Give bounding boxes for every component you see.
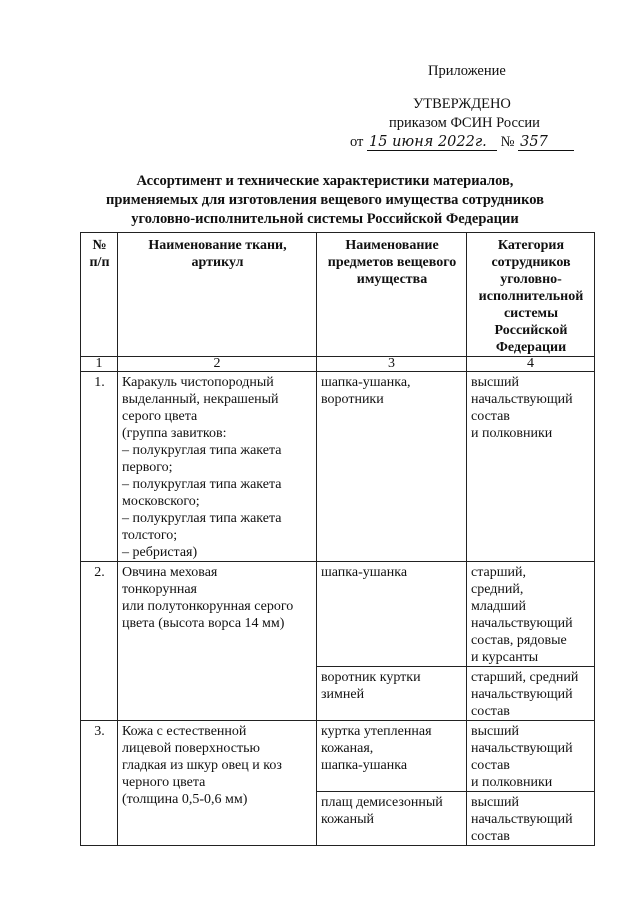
fabric-text: серого цвета [122, 409, 198, 424]
title-line: Ассортимент и технические характеристики материалов, [136, 173, 514, 189]
header-text: Наименование [345, 238, 439, 253]
fabric-text: гладкая из шкур овец и коз [122, 758, 282, 773]
col-header-fabric [118, 233, 317, 357]
header-text: предметов вещевого [327, 255, 457, 270]
fabric-cell [118, 562, 317, 721]
fabric-text: Овчина меховая [122, 565, 218, 580]
category-cell [467, 721, 595, 792]
fabric-text: Каракуль чистопородный [122, 375, 274, 390]
materials-table [80, 232, 595, 846]
category-text: состав [471, 409, 510, 424]
category-text: младший [471, 599, 526, 614]
fabric-cell [118, 372, 317, 562]
item-cell [317, 372, 467, 562]
header-text: Федерации [495, 340, 567, 355]
category-cell [467, 372, 595, 562]
item-text: кожаный [321, 812, 375, 827]
column-index: 4 [467, 357, 595, 372]
item-text: плащ демисезонный [321, 795, 443, 810]
header-text: № [92, 238, 107, 253]
column-index: 2 [118, 357, 317, 372]
header-text: Наименование ткани, [148, 238, 287, 253]
fabric-text: или полутонкорунная серого [122, 599, 294, 614]
category-text: средний, [471, 582, 524, 597]
fabric-text: Кожа с естественной [122, 724, 247, 739]
fabric-text: тонкорунная [122, 582, 197, 597]
header-text: имущества [356, 272, 428, 287]
header-text: исполнительной [478, 289, 584, 304]
category-text: высший [471, 795, 519, 810]
item-cell [317, 792, 467, 846]
header-text: Категория [497, 238, 565, 253]
item-cell [317, 667, 467, 721]
category-text: начальствующий [471, 812, 573, 827]
column-index: 3 [317, 357, 467, 372]
fabric-text: выделанный, некрашеный [122, 392, 279, 407]
category-text: состав [471, 704, 510, 719]
category-text: состав, рядовые [471, 633, 567, 648]
category-text: начальствующий [471, 616, 573, 631]
category-text: старший, [471, 565, 526, 580]
fabric-text: (толщина 0,5-0,6 мм) [122, 792, 248, 807]
category-text: высший [471, 375, 519, 390]
approved-label: УТВЕРЖДЕНО [413, 96, 511, 112]
number-label: № [500, 134, 515, 150]
item-cell [317, 721, 467, 792]
order-label: приказом ФСИН России [389, 115, 540, 131]
materials-table-body [81, 233, 595, 846]
fabric-text: (группа завитков: [122, 426, 227, 441]
table-row [81, 372, 595, 562]
item-cell [317, 562, 467, 667]
item-text: зимней [321, 687, 365, 702]
table-row [81, 721, 595, 792]
item-text: воротник куртки [321, 670, 421, 685]
category-text: высший [471, 724, 519, 739]
column-index: 1 [81, 357, 118, 372]
table-index-row [81, 357, 595, 372]
item-text: шапка-ушанка [321, 565, 408, 580]
fabric-text: лицевой поверхностью [122, 741, 260, 756]
row-number: 1. [81, 372, 118, 562]
item-text: куртка утепленная [321, 724, 432, 739]
header-text: сотрудников [491, 255, 571, 270]
col-header-category [467, 233, 595, 357]
row-number: 3. [81, 721, 118, 846]
fabric-text: – полукруглая типа жакета [122, 443, 282, 458]
category-text: начальствующий [471, 741, 573, 756]
category-text: и полковники [471, 775, 553, 790]
fabric-cell [118, 721, 317, 846]
header-text: артикул [191, 255, 244, 270]
category-text: состав [471, 758, 510, 773]
header-text: Российской [494, 323, 568, 338]
fabric-text: – ребристая) [122, 545, 198, 560]
fabric-text: цвета (высота ворса 14 мм) [122, 616, 285, 631]
fabric-text: черного цвета [122, 775, 206, 790]
row-number: 2. [81, 562, 118, 721]
fabric-text: первого; [122, 460, 173, 475]
item-text: шапка-ушанка, [321, 375, 411, 390]
order-date-line [350, 134, 574, 151]
category-text: начальствующий [471, 392, 573, 407]
title-line: уголовно-исполнительной системы Российской Федерации [131, 211, 519, 227]
category-cell [467, 562, 595, 667]
appendix-label: Приложение [428, 63, 506, 79]
table-row [81, 562, 595, 667]
order-date: 15 июня 2022г. [367, 135, 497, 151]
category-cell [467, 667, 595, 721]
col-header-number [81, 233, 118, 357]
header-text: п/п [89, 255, 110, 270]
table-header-row [81, 233, 595, 357]
document-title [96, 172, 554, 229]
order-number: 357 [518, 135, 574, 151]
fabric-text: московского; [122, 494, 200, 509]
item-text: воротники [321, 392, 384, 407]
from-label: от [350, 134, 364, 150]
title-line: применяемых для изготовления вещевого имущества сотрудников [106, 192, 544, 208]
category-text: и полковники [471, 426, 553, 441]
category-text: состав [471, 829, 510, 844]
fabric-text: – полукруглая типа жакета [122, 477, 282, 492]
fabric-text: толстого; [122, 528, 178, 543]
category-text: старший, средний [471, 670, 579, 685]
col-header-items [317, 233, 467, 357]
item-text: шапка-ушанка [321, 758, 408, 773]
category-cell [467, 792, 595, 846]
category-text: и курсанты [471, 650, 539, 665]
header-text: уголовно- [500, 272, 562, 287]
category-text: начальствующий [471, 687, 573, 702]
fabric-text: – полукруглая типа жакета [122, 511, 282, 526]
header-text: системы [503, 306, 559, 321]
item-text: кожаная, [321, 741, 374, 756]
